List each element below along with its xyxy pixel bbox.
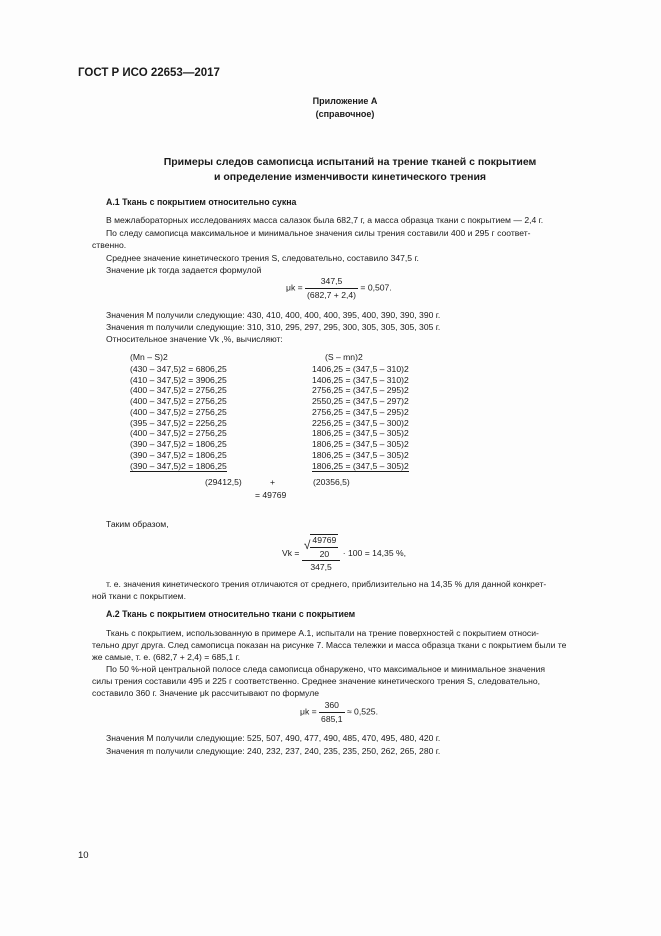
document-id: ГОСТ Р ИСО 22653—2017 [78, 67, 220, 79]
calc-column-b [312, 364, 409, 472]
sum-plus-sign: + [270, 477, 276, 487]
a1-paragraph-7: Относительное значение Vk ,%, вычисляют: [106, 334, 283, 344]
formula-rhs: ≈ 0,525. [346, 706, 378, 717]
calc-row-b: 2550,25 = (347,5 – 297)2 [312, 396, 409, 407]
calc-row-a: (390 – 347,5)2 = 1806,25 [130, 439, 227, 450]
formula-fraction [319, 700, 345, 724]
calc-row-a: (390 – 347,5)2 = 1806,25 [130, 460, 227, 471]
appendix-subtitle: (справочное) [315, 109, 375, 119]
a1-paragraph-5: Значения M получили следующие: 430, 410, 400, 400, 400, 395, 400, 390, 390, 390 г. [106, 310, 441, 320]
appendix-title: Приложение А [312, 96, 378, 106]
a1-paragraph-2b: ственно. [92, 240, 127, 250]
main-title-line-2: и определение изменчивости кинетического трения [213, 171, 487, 183]
a1-paragraph-1: В межлабораторных исследованиях масса салазок была 682,7 г, а масса образца ткани с покрытием — 2,4 г. [106, 215, 544, 225]
a2-paragraph-4: Значения m получили следующие: 240, 232, 237, 240, 235, 235, 250, 262, 265, 280 г. [106, 746, 441, 756]
formula-rhs: = 0,507. [360, 282, 392, 293]
calc-row-a: (400 – 347,5)2 = 2756,25 [130, 406, 227, 417]
a2-paragraph-3: Значения M получили следующие: 525, 507, 490, 477, 490, 485, 470, 495, 480, 420 г. [106, 733, 441, 743]
formula-denominator: (682,7 + 2,4) [307, 289, 357, 300]
calc-row-b: 2756,25 = (347,5 – 295)2 [312, 406, 409, 417]
a2-paragraph-1b: тельно друг друга. След самописца показан на рисунке 7. Масса тележки и масса образца ткани с покрытием были те [92, 640, 567, 650]
calc-row-b: 1806,25 = (347,5 – 305)2 [312, 428, 409, 439]
sqrt-denominator: 20 [319, 548, 330, 559]
calc-row-a: (400 – 347,5)2 = 2756,25 [130, 396, 227, 407]
column-b-header: (S – mn)2 [325, 352, 363, 362]
formula-lhs: μk = [286, 282, 303, 293]
a1-paragraph-8: Таким образом, [106, 519, 169, 529]
column-a-header: (Mn – S)2 [130, 352, 168, 362]
calc-row-b: 1406,25 = (347,5 – 310)2 [312, 364, 409, 374]
a2-formula-mu [300, 700, 378, 724]
calc-row-a: (430 – 347,5)2 = 6806,25 [130, 364, 227, 374]
calc-row-b: 2756,25 = (347,5 – 295)2 [312, 385, 409, 396]
main-title-line-1: Примеры следов самописца испытаний на трение тканей с покрытием [163, 156, 537, 168]
formula-fraction [302, 534, 341, 573]
formula-numerator [302, 534, 341, 561]
a1-formula-mu [286, 276, 392, 300]
calc-row-a: (390 – 347,5)2 = 1806,25 [130, 449, 227, 460]
a1-paragraph-4: Значение μk тогда задается формулой [106, 265, 262, 275]
sum-total: = 49769 [255, 490, 287, 500]
formula-lhs: μk = [300, 706, 317, 717]
formula-denominator: 347,5 [310, 562, 332, 573]
sum-column-b: (20356,5) [313, 477, 350, 487]
a2-paragraph-1a: Ткань с покрытием, использованную в примере А.1, испытали на трение поверхностей с покрытием относи- [106, 628, 539, 638]
formula-denominator: 685,1 [321, 713, 343, 724]
calc-row-b: 1806,25 = (347,5 – 305)2 [312, 460, 409, 471]
a1-paragraph-3: Среднее значение кинетического трения S, следовательно, составило 347,5 г. [106, 253, 419, 263]
calc-row-a: (400 – 347,5)2 = 2756,25 [130, 385, 227, 396]
a1-formula-vk [282, 534, 406, 573]
section-a2-heading: А.2 Ткань с покрытием относительно ткани с покрытием [106, 609, 356, 619]
calc-column-a [130, 364, 227, 472]
calc-row-b: 1406,25 = (347,5 – 310)2 [312, 374, 409, 385]
a1-paragraph-9b: ной ткани с покрытием. [92, 591, 186, 601]
section-a1-heading: А.1 Ткань с покрытием относительно сукна [106, 197, 297, 207]
a1-paragraph-9a: т. е. значения кинетического трения отличаются от среднего, приблизительно на 14,35 % для данной конкрет- [106, 579, 547, 589]
a2-paragraph-2c: составило 360 г. Значение μk рассчитывают по формуле [92, 688, 320, 698]
formula-lhs: Vk = [282, 547, 300, 558]
calc-row-b: 1806,25 = (347,5 – 305)2 [312, 449, 409, 460]
a1-paragraph-6: Значения m получили следующие: 310, 310, 295, 297, 295, 300, 305, 305, 305, 305 г. [106, 322, 441, 332]
a2-paragraph-1c: же самые, т. е. (682,7 + 2,4) = 685,1 г. [92, 652, 241, 662]
calc-row-a: (410 – 347,5)2 = 3906,25 [130, 374, 227, 385]
formula-rhs: · 100 = 14,35 %, [342, 547, 407, 558]
sum-column-a: (29412,5) [205, 477, 242, 487]
calc-row-a: (395 – 347,5)2 = 2256,25 [130, 417, 227, 428]
calc-row-b: 1806,25 = (347,5 – 305)2 [312, 439, 409, 450]
a1-paragraph-2a: По следу самописца максимальное и минимальное значения силы трения составили 400 и 295 г соответ- [106, 228, 531, 238]
formula-numerator: 347,5 [305, 276, 358, 289]
formula-fraction [305, 276, 358, 300]
formula-numerator: 360 [319, 700, 345, 713]
calc-row-a: (400 – 347,5)2 = 2756,25 [130, 428, 227, 439]
sqrt-numerator: 49769 [310, 535, 338, 548]
sqrt-symbol: √ $\frac{49769}{20}$ [303, 535, 337, 559]
page-number: 10 [78, 850, 89, 861]
a2-paragraph-2a: По 50 %-ной центральной полосе следа самописца обнаружено, что максимальное и минимальное значения [106, 664, 546, 674]
a2-paragraph-2b: силы трения составили 495 и 225 г соответственно. Среднее значение кинетического трения S, следовательно, [92, 676, 541, 686]
calc-row-b: 2256,25 = (347,5 – 300)2 [312, 417, 409, 428]
